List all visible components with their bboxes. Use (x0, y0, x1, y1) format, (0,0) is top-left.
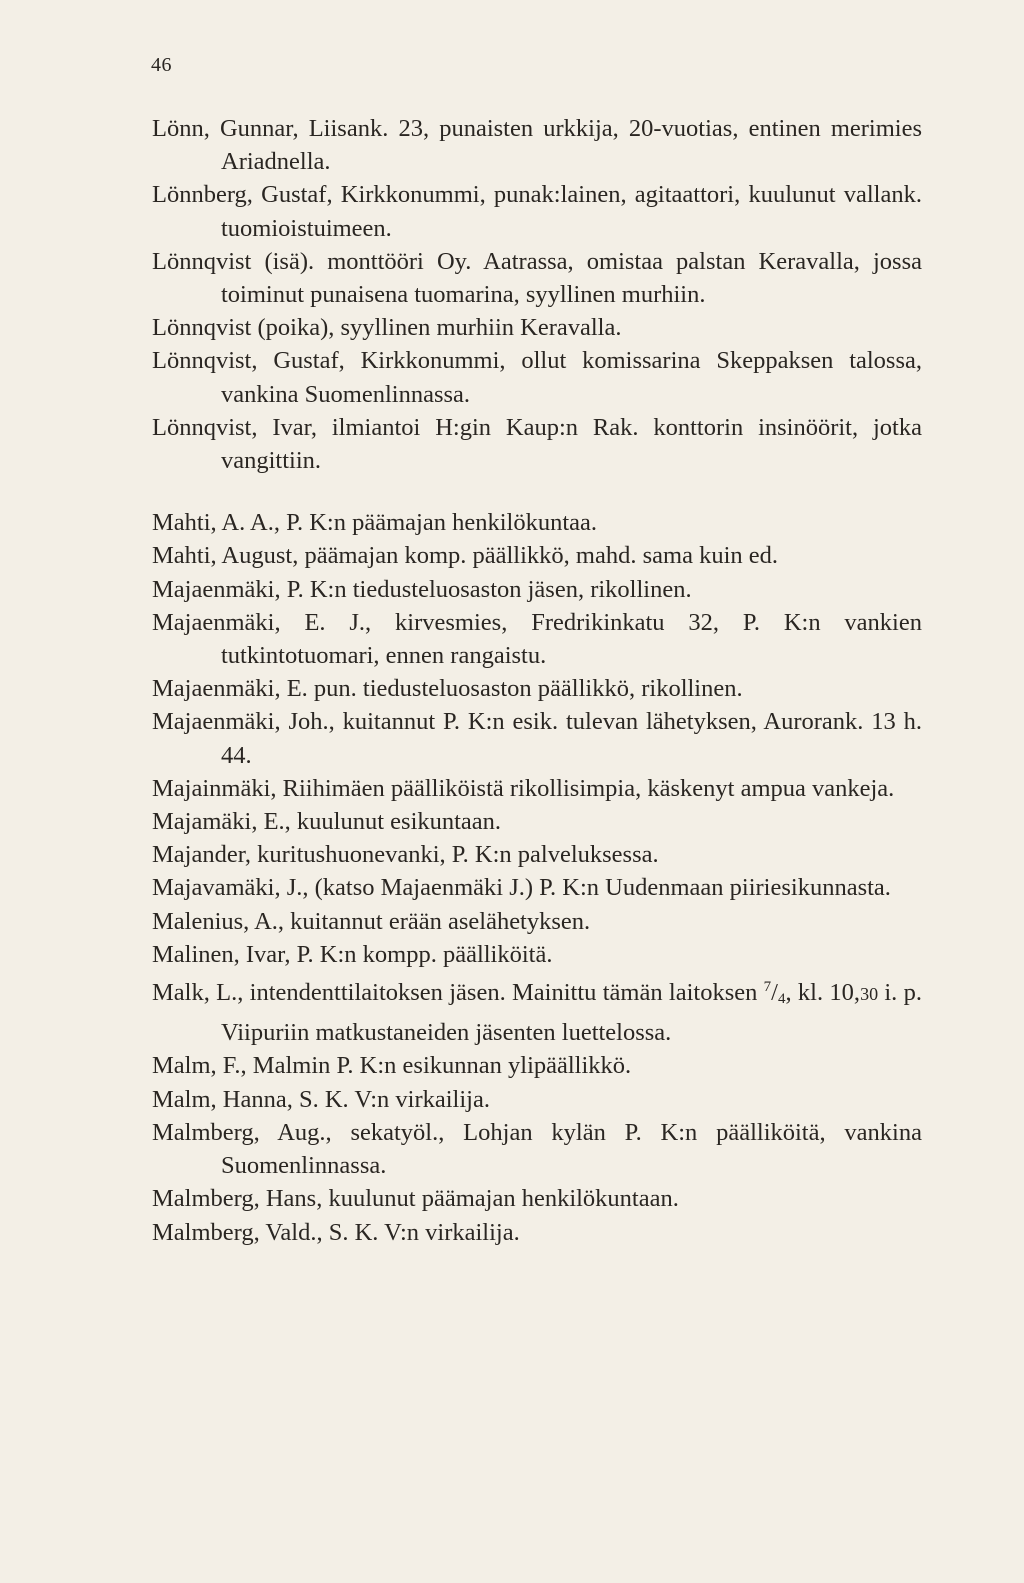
list-item: Malinen, Ivar, P. K:n kompp. päälliköitä. (152, 940, 553, 968)
list-item: Malmberg, Vald., S. K. V:n virkailija. (152, 1218, 520, 1246)
list-item: Majaenmäki, E. pun. tiedusteluosaston päällikkö, rikollinen. (152, 675, 743, 703)
list-item: Majaenmäki, P. K:n tiedusteluosaston jäsen, rikollinen. (152, 575, 692, 603)
list-item: Malmberg, Aug., sekatyöl., Lohjan kylän P. K:n päälliköitä, vankina Suomenlinnassa. (152, 1118, 922, 1180)
malk-text-end: i. p. Viipuriin matkustaneiden jäsenten luettelossa. (221, 979, 923, 1047)
list-item-malk: Malk, L., intendenttilaitoksen jäsen. Mainittu tämän laitoksen $^7$/4, kl. 10,30 i. p. Viipuriin matkustaneiden jäsenten luettelossa. (152, 979, 923, 1047)
time-decimal: 30 (860, 984, 879, 1005)
list-item: Lönnqvist (isä). monttööri Oy. Aatrassa, omistaa palstan Keravalla, jossa toiminut punaisena tuomarina, syyllinen murhiin. (152, 247, 922, 309)
section-divider (152, 477, 922, 506)
list-item: Malm, F., Malmin P. K:n esikunnan ylipäällikkö. (152, 1052, 632, 1080)
fraction-denominator: 4 (777, 991, 786, 1008)
page-number: 46 (151, 54, 172, 76)
list-item: Majaenmäki, E. J., kirvesmies, Fredrikinkatu 32, P. K:n vankien tutkintotuomari, ennen rangaistu. (152, 608, 922, 670)
list-item: Mahti, A. A., P. K:n päämajan henkilökuntaa. (152, 509, 598, 537)
list-item: Malmberg, Hans, kuulunut päämajan henkilökuntaan. (152, 1185, 679, 1213)
list-item: Lönnqvist (poika), syyllinen murhiin Keravalla. (152, 314, 622, 342)
list-item: Majander, kuritushuonevanki, P. K:n palveluksessa. (152, 841, 659, 869)
list-item: Lönn, Gunnar, Liisank. 23, punaisten urkkija, 20-vuotias, entinen merimies Ariadnella. (152, 115, 922, 176)
list-item: Majavamäki, J., (katso Majaenmäki J.) P. K:n Uudenmaan piiriesikunnasta. (152, 874, 891, 902)
entry-list (152, 112, 922, 1249)
malk-text-mid: , kl. 10, (785, 979, 861, 1007)
fraction-numerator: 7 (763, 979, 772, 996)
malk-text-start: Malk, L., intendenttilaitoksen jäsen. Mainittu tämän laitoksen (152, 979, 764, 1007)
list-item: Malenius, A., kuitannut erään aselähetyksen. (152, 907, 591, 935)
list-item: Mahti, August, päämajan komp. päällikkö, mahd. sama kuin ed. (152, 542, 778, 570)
list-item: Majamäki, E., kuulunut esikuntaan. (152, 808, 502, 836)
list-item: Majaenmäki, Joh., kuitannut P. K:n esik. tulevan lähetyksen, Aurorank. 13 h. 44. (152, 708, 922, 769)
list-item: Majainmäki, Riihimäen päälliköistä rikollisimpia, käskenyt ampua vankeja. (152, 774, 895, 802)
list-item: Lönnqvist, Ivar, ilmiantoi H:gin Kaup:n Rak. konttorin insinöörit, jotka vangittiin. (152, 413, 922, 475)
list-item: Malm, Hanna, S. K. V:n virkailija. (152, 1085, 490, 1113)
list-item: Lönnberg, Gustaf, Kirkkonummi, punak:lainen, agitaattori, kuulunut vallank. tuomioistuimeen. (152, 181, 922, 242)
list-item: Lönnqvist, Gustaf, Kirkkonummi, ollut komissarina Skeppaksen talossa, vankina Suomenlinnassa. (152, 347, 922, 408)
